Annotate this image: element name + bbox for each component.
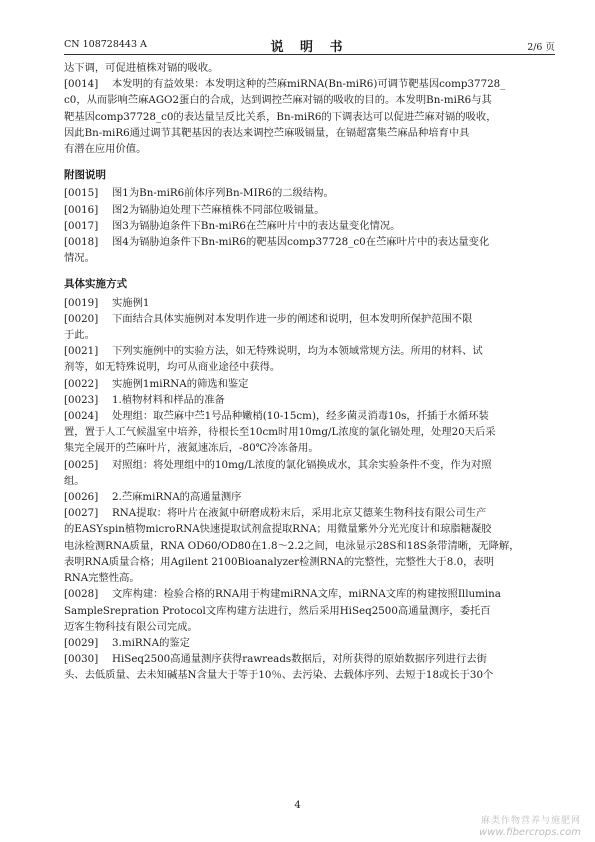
paragraph-line-first	[64, 343, 555, 359]
paragraph-line	[64, 141, 555, 157]
paragraph-text: 靶基因comp37728_c0的表达量呈反比关系，Bn-miR6的下调表达可以促进苎麻对镉的吸收，	[64, 110, 497, 123]
paragraph-line-first	[64, 202, 555, 218]
paragraph-line	[64, 440, 555, 456]
paragraph-text: SampleSrepration Protocol文库构建方法进行，然后采用HiSeq2500高通量测序，委托百	[64, 604, 491, 617]
paragraph-line-first	[64, 295, 555, 311]
paragraph-line-first	[64, 457, 555, 473]
paragraph-number: [0019]	[64, 296, 99, 309]
paragraph-text: 本发明的有益效果：本发明这种的苎麻miRNA(Bn-miR6)可调节靶基因comp37728_	[112, 78, 506, 91]
paragraph-number: [0028]	[64, 588, 99, 601]
paragraph-line-first	[64, 392, 555, 408]
paragraph-text: 实施例1miRNA的筛选和鉴定	[112, 377, 249, 390]
paragraph-number: [0014]	[64, 78, 99, 91]
paragraph-line	[64, 570, 555, 586]
paragraph-line-first	[64, 76, 555, 92]
paragraph-number: [0026]	[64, 491, 99, 504]
embodiments-block	[64, 295, 555, 684]
paragraph-number: [0018]	[64, 236, 99, 249]
paragraph-number: [0016]	[64, 203, 99, 216]
paragraph-text: 图1为Bn-miR6前体序列Bn-MIR6的二级结构。	[112, 187, 334, 200]
paragraph-number: [0022]	[64, 377, 99, 390]
paragraph-number: [0029]	[64, 636, 99, 649]
section-heading-embodiments: 具体实施方式	[64, 278, 127, 291]
paragraph-line	[64, 250, 555, 266]
paragraph-text: 下列实施例中的实验方法，如无特殊说明，均为本领域常规方法。所用的材料、试	[112, 345, 483, 358]
paragraph-line	[64, 109, 555, 125]
page-number: 4	[294, 800, 301, 811]
paragraph-line-first	[64, 376, 555, 392]
paragraph-text: 文库构建：检验合格的RNA用于构建miRNA文库，miRNA文库的构建按照Illumina	[112, 588, 501, 601]
document-body	[64, 60, 555, 684]
paragraph-line	[64, 667, 555, 683]
paragraph-number: [0030]	[64, 653, 99, 666]
paragraph-line	[64, 473, 555, 489]
paragraph-number: [0027]	[64, 507, 99, 520]
paragraph-text: 图2为镉胁迫处理下苎麻植株不同部位吸镉量。	[112, 203, 325, 216]
watermark-text: 麻类作物营养与施肥网	[480, 816, 581, 826]
paragraph-text: c0，从而影响苎麻AGO2蛋白的合成，达到调控苎麻对镉的吸收的目的。本发明Bn-miR6与其	[64, 94, 492, 107]
paragraph-number: [0021]	[64, 345, 99, 358]
paragraph-line-first	[64, 505, 555, 521]
paragraph-number: [0024]	[64, 410, 99, 423]
paragraph-line	[64, 327, 555, 343]
paragraph-text: 实施例1	[112, 296, 150, 309]
figures-block	[64, 185, 555, 266]
page-header	[64, 36, 555, 55]
paragraph-text: 因此Bn-miR6通过调节其靶基因的表达来调控苎麻吸镉量，在镉超富集苎麻品种培育中具	[64, 126, 470, 139]
paragraph-text: 电泳检测RNA质量，RNA OD60/OD80在1.8～2.2之间，电泳显示28S和18S条带清晰，无降解，	[64, 539, 520, 552]
paragraph-text: 1.植物材料和样品的准备	[112, 393, 225, 406]
paragraph-text: 剂等，如无特殊说明，均可从商业途径中获得。	[64, 361, 281, 374]
paragraph-text: 情况。	[64, 252, 95, 265]
paragraph-text: 的EASYspin植物microRNA快速提取试剂盒提取RNA；用微量紫外分光光度计和琼脂糖凝胶	[64, 523, 492, 536]
paragraph-text: 置，置于人工气候温室中培养，待根长至10cm时用10mg/L浓度的氯化镉处理，处理20天后采	[64, 426, 496, 439]
paragraph-line-first	[64, 635, 555, 651]
paragraph-line-first	[64, 489, 555, 505]
paragraph-line-first	[64, 218, 555, 234]
paragraph-text: RNA完整性高。	[64, 572, 140, 585]
paragraph-line	[64, 521, 555, 537]
paragraph-line	[64, 125, 555, 141]
paragraph-line-first	[64, 651, 555, 667]
paragraph-text: 集完全展开的苎麻叶片，液氮速冻后，-80℃冷冻备用。	[64, 442, 319, 455]
paragraph-text: 2.苎麻miRNA的高通量测序	[112, 491, 242, 504]
paragraph-text: RNA提取：将叶片在液氮中研磨成粉末后，采用北京艾德莱生物科技有限公司生产	[112, 507, 487, 520]
paragraph-number: [0017]	[64, 219, 99, 232]
document-title: 说 明 书	[270, 40, 349, 55]
page-info: 2/6 页	[527, 42, 555, 53]
paragraph-text: 组。	[64, 474, 85, 487]
paragraph-text: 迈客生物科技有限公司完成。	[64, 620, 198, 633]
watermark	[479, 816, 581, 838]
paragraph-line	[64, 424, 555, 440]
paragraph-line-first	[64, 586, 555, 602]
paragraph-line	[64, 603, 555, 619]
intro-line: 达下调，可促进植株对镉的吸收。	[64, 62, 219, 74]
paragraph-text: 有潜在应用价值。	[64, 143, 147, 156]
paragraph-text: 于此。	[64, 329, 95, 342]
paragraph-text: 下面结合具体实施例对本发明作进一步的阐述和说明，但本发明所保护范围不限	[112, 312, 473, 325]
paragraph-text: 图4为镉胁迫条件下Bn-miR6的靶基因comp37728_c0在苎麻叶片中的表达量变化	[112, 236, 490, 249]
paragraph-number: [0015]	[64, 187, 99, 200]
paragraph-number: [0025]	[64, 458, 99, 471]
watermark-url: www.fibercrops.com	[479, 827, 581, 838]
paragraph-line	[64, 92, 555, 108]
paragraph-line	[64, 538, 555, 554]
paragraph-line-first	[64, 234, 555, 250]
patent-number: CN 108728443 A	[64, 39, 147, 50]
paragraph-number: [0023]	[64, 393, 99, 406]
paragraph-line-first	[64, 408, 555, 424]
paragraph-text: 头、去低质量、去未知碱基N含量大于等于10％、去污染、去载体序列、去短于18或长于30个	[64, 669, 494, 682]
paragraph-line	[64, 619, 555, 635]
paragraph-number: [0020]	[64, 312, 99, 325]
paragraph-text: 图3为镉胁迫条件下Bn-miR6在苎麻叶片中的表达量变化情况。	[112, 219, 401, 232]
paragraph-line-first	[64, 311, 555, 327]
paragraph-line-first	[64, 185, 555, 201]
paragraph-text: 对照组：将处理组中的10mg/L浓度的氯化镉换成水，其余实验条件不变，作为对照	[112, 458, 492, 471]
paragraph-text: 处理组：取苎麻中苎1号品种嫩梢(10-15cm)，经多菌灵消毒10s，扦插于水循环装	[112, 410, 489, 423]
paragraph-text: 3.miRNA的鉴定	[112, 636, 190, 649]
paragraph-text: HiSeq2500高通量测序获得rawreads数据后，对所获得的原始数据序列进行去街	[112, 653, 487, 666]
paragraph-line	[64, 359, 555, 375]
paragraph-line	[64, 554, 555, 570]
section-heading-figures: 附图说明	[64, 169, 106, 182]
benefits-block	[64, 76, 555, 157]
paragraph-text: 表明RNA质量合格；用Agilent 2100Bioanalyzer检测RNA的完整性，完整性大于8.0，表明	[64, 555, 495, 568]
